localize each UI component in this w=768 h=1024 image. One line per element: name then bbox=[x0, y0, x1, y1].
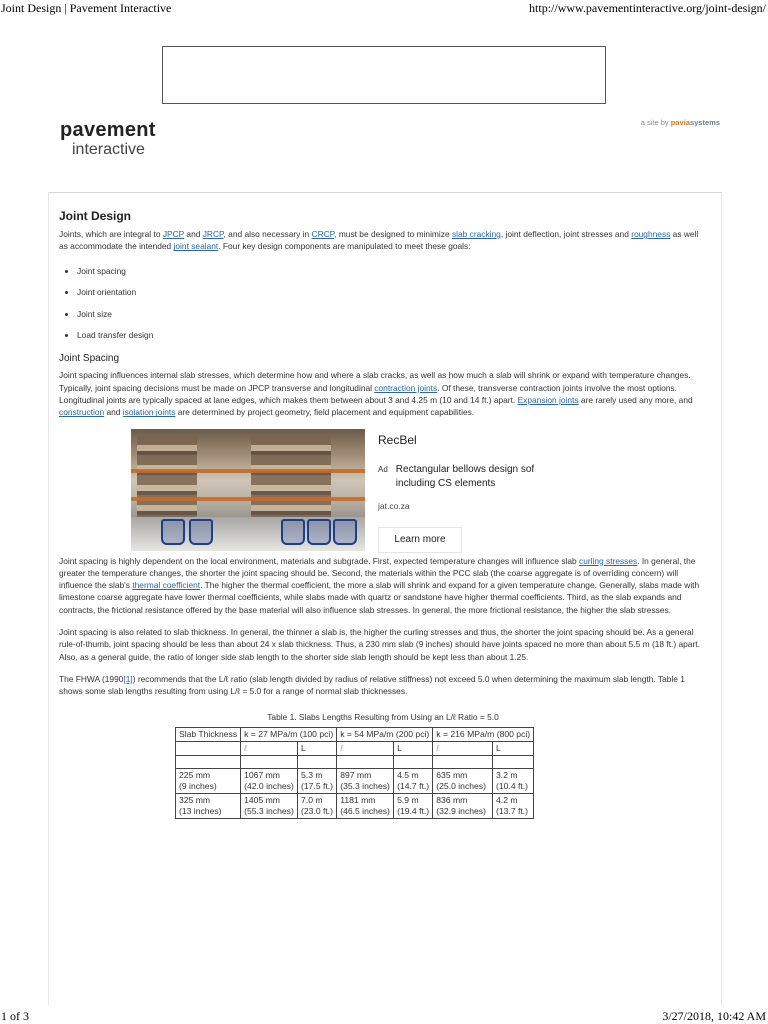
table-subheader-cell: ℓ bbox=[337, 741, 394, 755]
table-header-cell: k = 216 MPa/m (800 pci) bbox=[433, 727, 534, 741]
logo-word-interactive: interactive bbox=[72, 141, 145, 158]
logo-word-pavement: pavement bbox=[60, 119, 156, 141]
print-footer-page: 1 of 3 bbox=[1, 1009, 29, 1023]
print-footer-date: 3/27/2018, 10:42 AM bbox=[662, 1009, 766, 1023]
link-reference-1[interactable]: [1] bbox=[123, 673, 133, 684]
list-item: • Joint spacing bbox=[77, 265, 707, 277]
table-cell: 5.3 m (17.5 ft.) bbox=[298, 768, 337, 793]
table-subheader-cell: ℓ bbox=[241, 741, 298, 755]
section-heading-joint-spacing: Joint Spacing bbox=[59, 353, 120, 365]
table-cell: 635 mm (25.0 inches) bbox=[433, 768, 493, 793]
link-thermal-coefficient[interactable]: thermal coefficient bbox=[132, 580, 201, 591]
table-header-cell: Slab Thickness bbox=[176, 727, 241, 741]
table-cell: 836 mm (32.9 inches) bbox=[433, 793, 493, 818]
table-subheader-cell: L bbox=[493, 741, 534, 755]
link-isolation-joints[interactable]: isolation joints bbox=[122, 407, 176, 418]
table-caption: Table 1. Slabs Lengths Resulting from Using an L/ℓ Ratio = 5.0 bbox=[267, 711, 499, 722]
print-header-url: http://www.pavementinteractive.org/joint-design/ bbox=[529, 1, 766, 15]
table-cell: 3.2 m (10.4 ft.) bbox=[493, 768, 534, 793]
slab-lengths-table bbox=[175, 727, 534, 819]
table-subheader-cell: L bbox=[298, 741, 337, 755]
table-row bbox=[176, 768, 534, 793]
table-subheader-cell: ℓ bbox=[433, 741, 493, 755]
link-construction[interactable]: construction bbox=[59, 407, 105, 418]
table-cell: 325 mm (13 inches) bbox=[176, 793, 241, 818]
link-jrcp[interactable]: JRCP bbox=[202, 229, 224, 239]
inline-ad[interactable] bbox=[59, 429, 707, 553]
paragraph-fhwa: The FHWA (1990[1]) recommends that the L/ℓ ratio (slab length divided by radius of relative stiffness) not exceed 5.0 when determining the maximum slab length. Table 1 shows some slab lengths resulting from using L/ℓ = 5.0 for a range of normal slab thicknesses. bbox=[59, 673, 685, 697]
paragraph-joint-spacing-3: Joint spacing is also related to slab thickness. In general, the thinner a slab is, the higher the curling stresses and thus, the shorter the joint spacing should be. As a general rule-of-thumb, joint spacing should be less than about 24 x slab thickness. Thus, a 230 mm slab (9 inches) should have joints spaced no more than about 5.5 m (18 ft.) apart. Also, as a general guide, the ratio of longer side slab length to the shorter side slab length should be kept less than about 1.25. bbox=[59, 627, 700, 662]
table-row bbox=[176, 793, 534, 818]
ad-title[interactable]: RecBel bbox=[378, 432, 417, 447]
table-cell bbox=[176, 741, 241, 755]
table-cell: 7.0 m (23.0 ft.) bbox=[298, 793, 337, 818]
table-header-cell: k = 27 MPa/m (100 pci) bbox=[241, 727, 337, 741]
list-item: • Joint orientation bbox=[77, 286, 707, 298]
paragraph-joint-spacing-2: Joint spacing is highly dependent on the local environment, materials and subgrade. First, expected temperature changes will influence slab curling stresses. In general, the greater the temperature changes, the shorter the joint spacing should be. Second, the materials within the PCC slab (the coarse aggregate is of overriding concern) will influence the slab's thermal coefficient. The higher the thermal coefficient, the more a slab will shrink and expand for a given temperature change. Generally, slabs made with limestone coarse aggregate have lower thermal coefficients, while slabs made with quartz or sandstone have higher thermal coefficients. Third, as the slab expands and contracts, the frictional resistance offered by the base material will also influence slab stresses. In general, the more frictional resistance, the higher the slab stresses. bbox=[59, 555, 700, 615]
site-logo[interactable] bbox=[60, 120, 156, 160]
ad-domain[interactable]: jat.co.za bbox=[378, 500, 410, 511]
table-cell: 897 mm (35.3 inches) bbox=[337, 768, 394, 793]
list-item: • Joint size bbox=[77, 308, 707, 320]
table-cell: 1181 mm (46.5 inches) bbox=[337, 793, 394, 818]
link-curling-stresses[interactable]: curling stresses bbox=[579, 555, 638, 566]
ad-description[interactable]: Rectangular bellows design sof including CS elements bbox=[395, 463, 535, 489]
table-cell: 1067 mm (42.0 inches) bbox=[241, 768, 298, 793]
table-cell: 225 mm (9 inches) bbox=[176, 768, 241, 793]
ad-learn-more-button[interactable]: Learn more bbox=[378, 527, 462, 553]
table-cell: 5.9 m (19.4 ft.) bbox=[394, 793, 433, 818]
table-header-cell: k = 54 MPa/m (200 pci) bbox=[337, 727, 433, 741]
table-cell: 1405 mm (55.3 inches) bbox=[241, 793, 298, 818]
article-container bbox=[48, 192, 722, 1005]
link-contraction-joints[interactable]: contraction joints bbox=[374, 382, 438, 393]
list-item: • Load transfer design bbox=[77, 329, 707, 341]
print-header bbox=[0, 1, 768, 15]
ad-image-warehouse-carts[interactable] bbox=[131, 429, 365, 551]
table-subheader-cell: L bbox=[394, 741, 433, 755]
paragraph-joint-spacing-1: Joint spacing influences internal slab stresses, which determine how and where a slab cracks, as well as how much a slab will shrink or expand with temperature changes. Typically, joint spacing decisions must be made on JPCP transverse and longitudinal contraction joints. Of these, transverse contraction joints involve the most options. Longitudinal joints are typically spaced at lane edges, which makes them between about 3 and 4.25 m (10 and 14 ft.) apart. Expansion joints are rarely used any more, and construction and isolation joints are determined by project geometry, field placement and equipment capabilities. bbox=[59, 370, 693, 418]
link-jpcp[interactable]: JPCP bbox=[162, 229, 185, 239]
print-header-title: Joint Design | Pavement Interactive bbox=[1, 1, 172, 15]
design-goals-list bbox=[59, 265, 707, 342]
link-roughness[interactable]: roughness bbox=[631, 229, 671, 239]
tagline-brand-pavia: pavia bbox=[670, 118, 690, 127]
link-crcp[interactable]: CRCP bbox=[311, 229, 335, 239]
ad-banner-placeholder[interactable] bbox=[162, 46, 606, 104]
link-slab-cracking[interactable]: slab cracking bbox=[451, 229, 501, 239]
table-cell: 4.2 m (13.7 ft.) bbox=[493, 793, 534, 818]
link-joint-sealant[interactable]: joint sealant bbox=[173, 241, 219, 252]
tagline-brand-systems: systems bbox=[689, 118, 720, 127]
tagline-prefix: a site by bbox=[640, 118, 669, 127]
table-cell: 4.5 m (14.7 ft.) bbox=[394, 768, 433, 793]
link-expansion-joints[interactable]: Expansion joints bbox=[517, 394, 579, 405]
print-footer bbox=[0, 1009, 768, 1023]
site-tagline[interactable] bbox=[641, 118, 720, 127]
intro-paragraph: Joints, which are integral to JPCP and JRCP, and also necessary in CRCP, must be designed to minimize slab cracking, joint deflection, joint stresses and roughness as well as accommodate the intended joint sealant. Four key design components are manipulated to meet these goals: bbox=[59, 229, 699, 252]
article-title: Joint Design bbox=[59, 209, 132, 223]
ad-label: Ad bbox=[378, 464, 388, 474]
